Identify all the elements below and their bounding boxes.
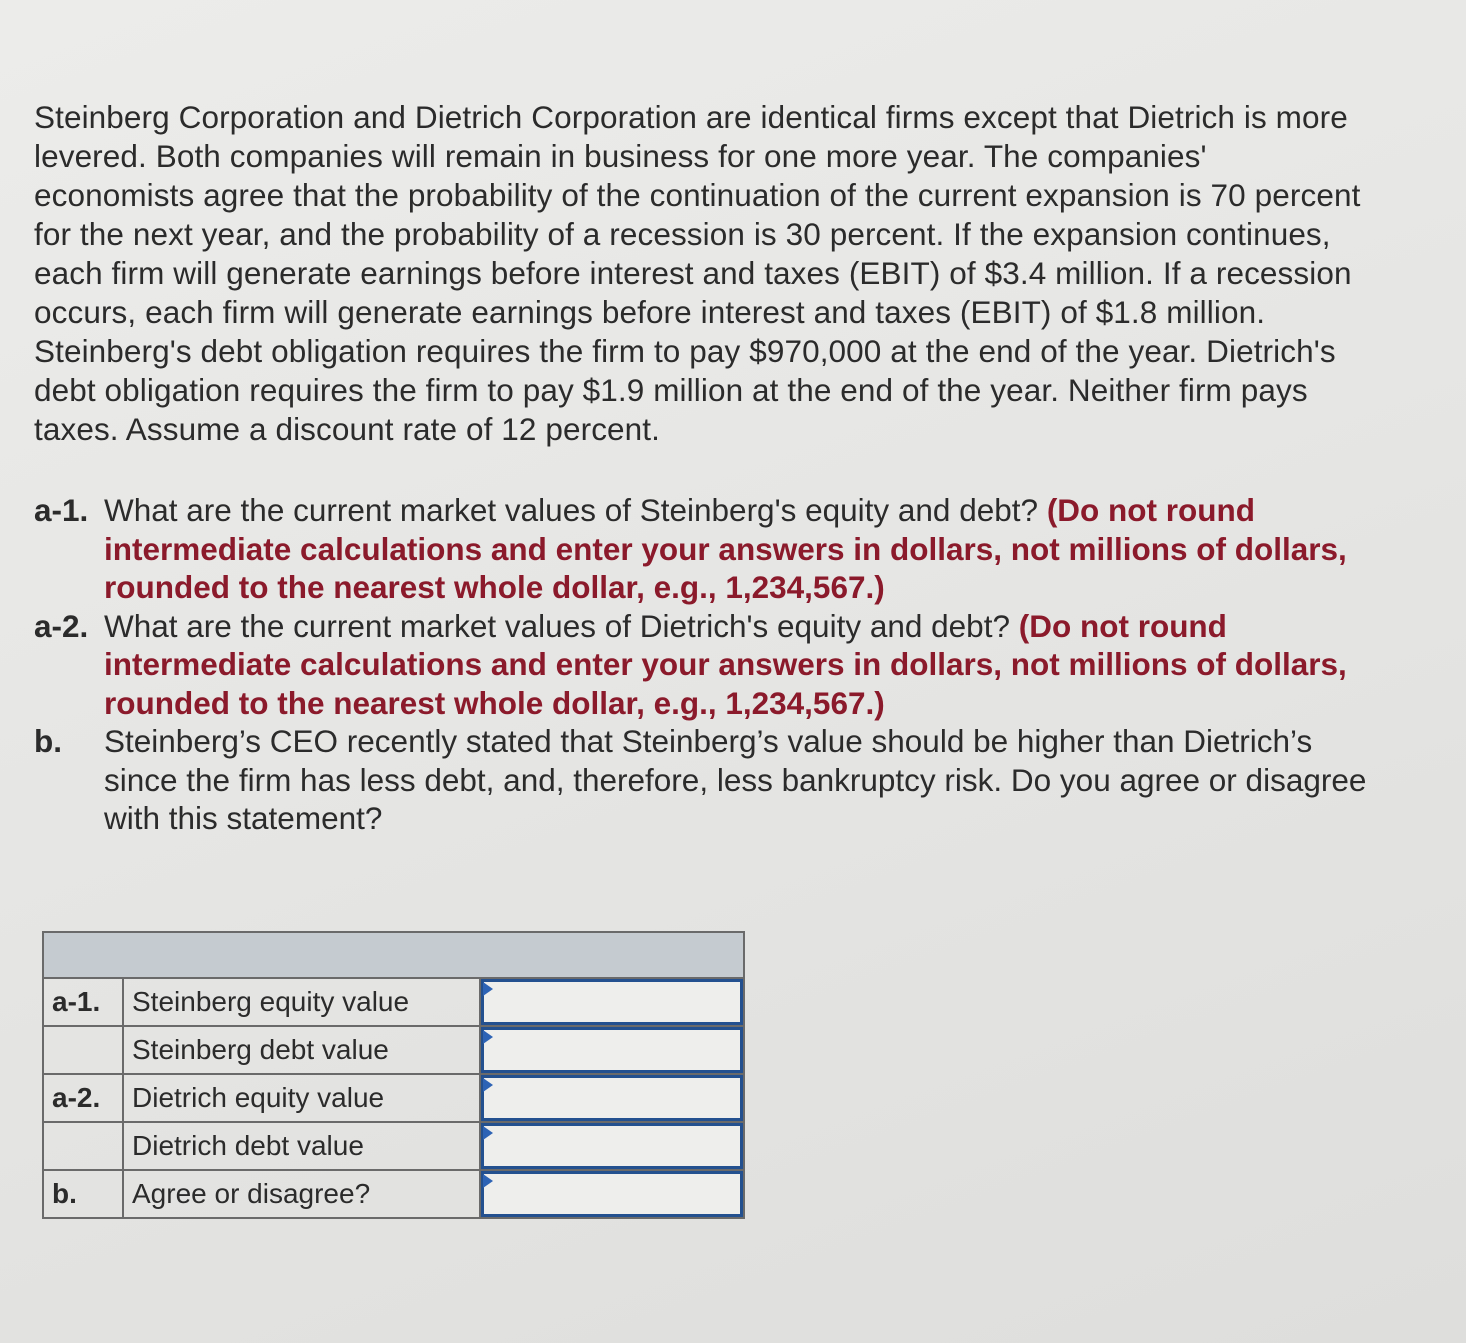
header-cell	[43, 932, 744, 978]
flag-marker-icon	[483, 1174, 493, 1188]
answer-table	[42, 931, 745, 1219]
flag-marker-icon	[483, 1030, 493, 1044]
flag-marker-icon	[483, 1126, 493, 1140]
question-label: a-2.	[34, 607, 89, 644]
question-a2	[34, 607, 1374, 723]
question-label: a-1.	[34, 492, 89, 528]
question-text: What are the current market values of Dietrich's equity and debt?	[104, 607, 1010, 644]
table-row	[43, 1170, 744, 1218]
row-label: a-2.	[43, 1074, 123, 1122]
row-description: Steinberg equity value	[123, 978, 480, 1026]
row-label: a-1.	[43, 978, 123, 1026]
question-text: Steinberg’s CEO recently stated that Steinberg’s value should be higher than Dietrich’s since the firm has less debt, and, therefore, less bankruptcy risk. Do you agree or disagree with this statement?	[104, 723, 1367, 836]
problem-page	[34, 98, 1374, 838]
dietrich-equity-input[interactable]	[481, 1075, 743, 1121]
row-label	[43, 1122, 123, 1170]
input-cell	[480, 1170, 744, 1218]
input-cell	[480, 978, 744, 1026]
question-b	[34, 722, 1374, 838]
question-note: (Do not round intermediate calculations and enter your answers in dollars, not millions of dollars, rounded to the nearest whole dollar, e.g., 1,234,567.)	[104, 607, 1347, 721]
input-cell	[480, 1026, 744, 1074]
agree-disagree-select[interactable]	[481, 1171, 743, 1217]
question-a1	[34, 491, 1374, 607]
row-description: Agree or disagree?	[123, 1170, 480, 1218]
table-row	[43, 1122, 744, 1170]
question-label: b.	[34, 723, 62, 759]
row-description: Dietrich equity value	[123, 1074, 480, 1122]
dietrich-debt-input[interactable]	[481, 1123, 743, 1169]
answer-table-header	[43, 932, 744, 978]
problem-statement: Steinberg Corporation and Dietrich Corporation are identical firms except that Dietrich is more levered. Both companies will remain in business for one more year. The companies' economists agree that the probability of the continuation of the current expansion is 70 percent for the next year, and the probability of a recession is 30 percent. If the expansion continues, each firm will generate earnings before interest and taxes (EBIT) of $3.4 million. If a recession occurs, each firm will generate earnings before interest and taxes (EBIT) of $1.8 million. Steinberg's debt obligation requires the firm to pay $970,000 at the end of the year. Dietrich's debt obligation requires the firm to pay $1.9 million at the end of the year. Neither firm pays taxes. Assume a discount rate of 12 percent.	[34, 99, 1361, 447]
row-description: Steinberg debt value	[123, 1026, 480, 1074]
flag-marker-icon	[483, 1078, 493, 1092]
row-label: b.	[43, 1170, 123, 1218]
question-list	[34, 491, 1374, 838]
table-row	[43, 1074, 744, 1122]
input-cell	[480, 1122, 744, 1170]
row-description: Dietrich debt value	[123, 1122, 480, 1170]
question-note: (Do not round intermediate calculations and enter your answers in dollars, not millions of dollars, rounded to the nearest whole dollar, e.g., 1,234,567.)	[104, 492, 1347, 605]
steinberg-debt-input[interactable]	[481, 1027, 743, 1073]
flag-marker-icon	[483, 982, 493, 996]
question-text: What are the current market values of Steinberg's equity and debt?	[104, 492, 1039, 528]
input-cell	[480, 1074, 744, 1122]
steinberg-equity-input[interactable]	[481, 979, 743, 1025]
table-row	[43, 978, 744, 1026]
table-row	[43, 1026, 744, 1074]
row-label	[43, 1026, 123, 1074]
